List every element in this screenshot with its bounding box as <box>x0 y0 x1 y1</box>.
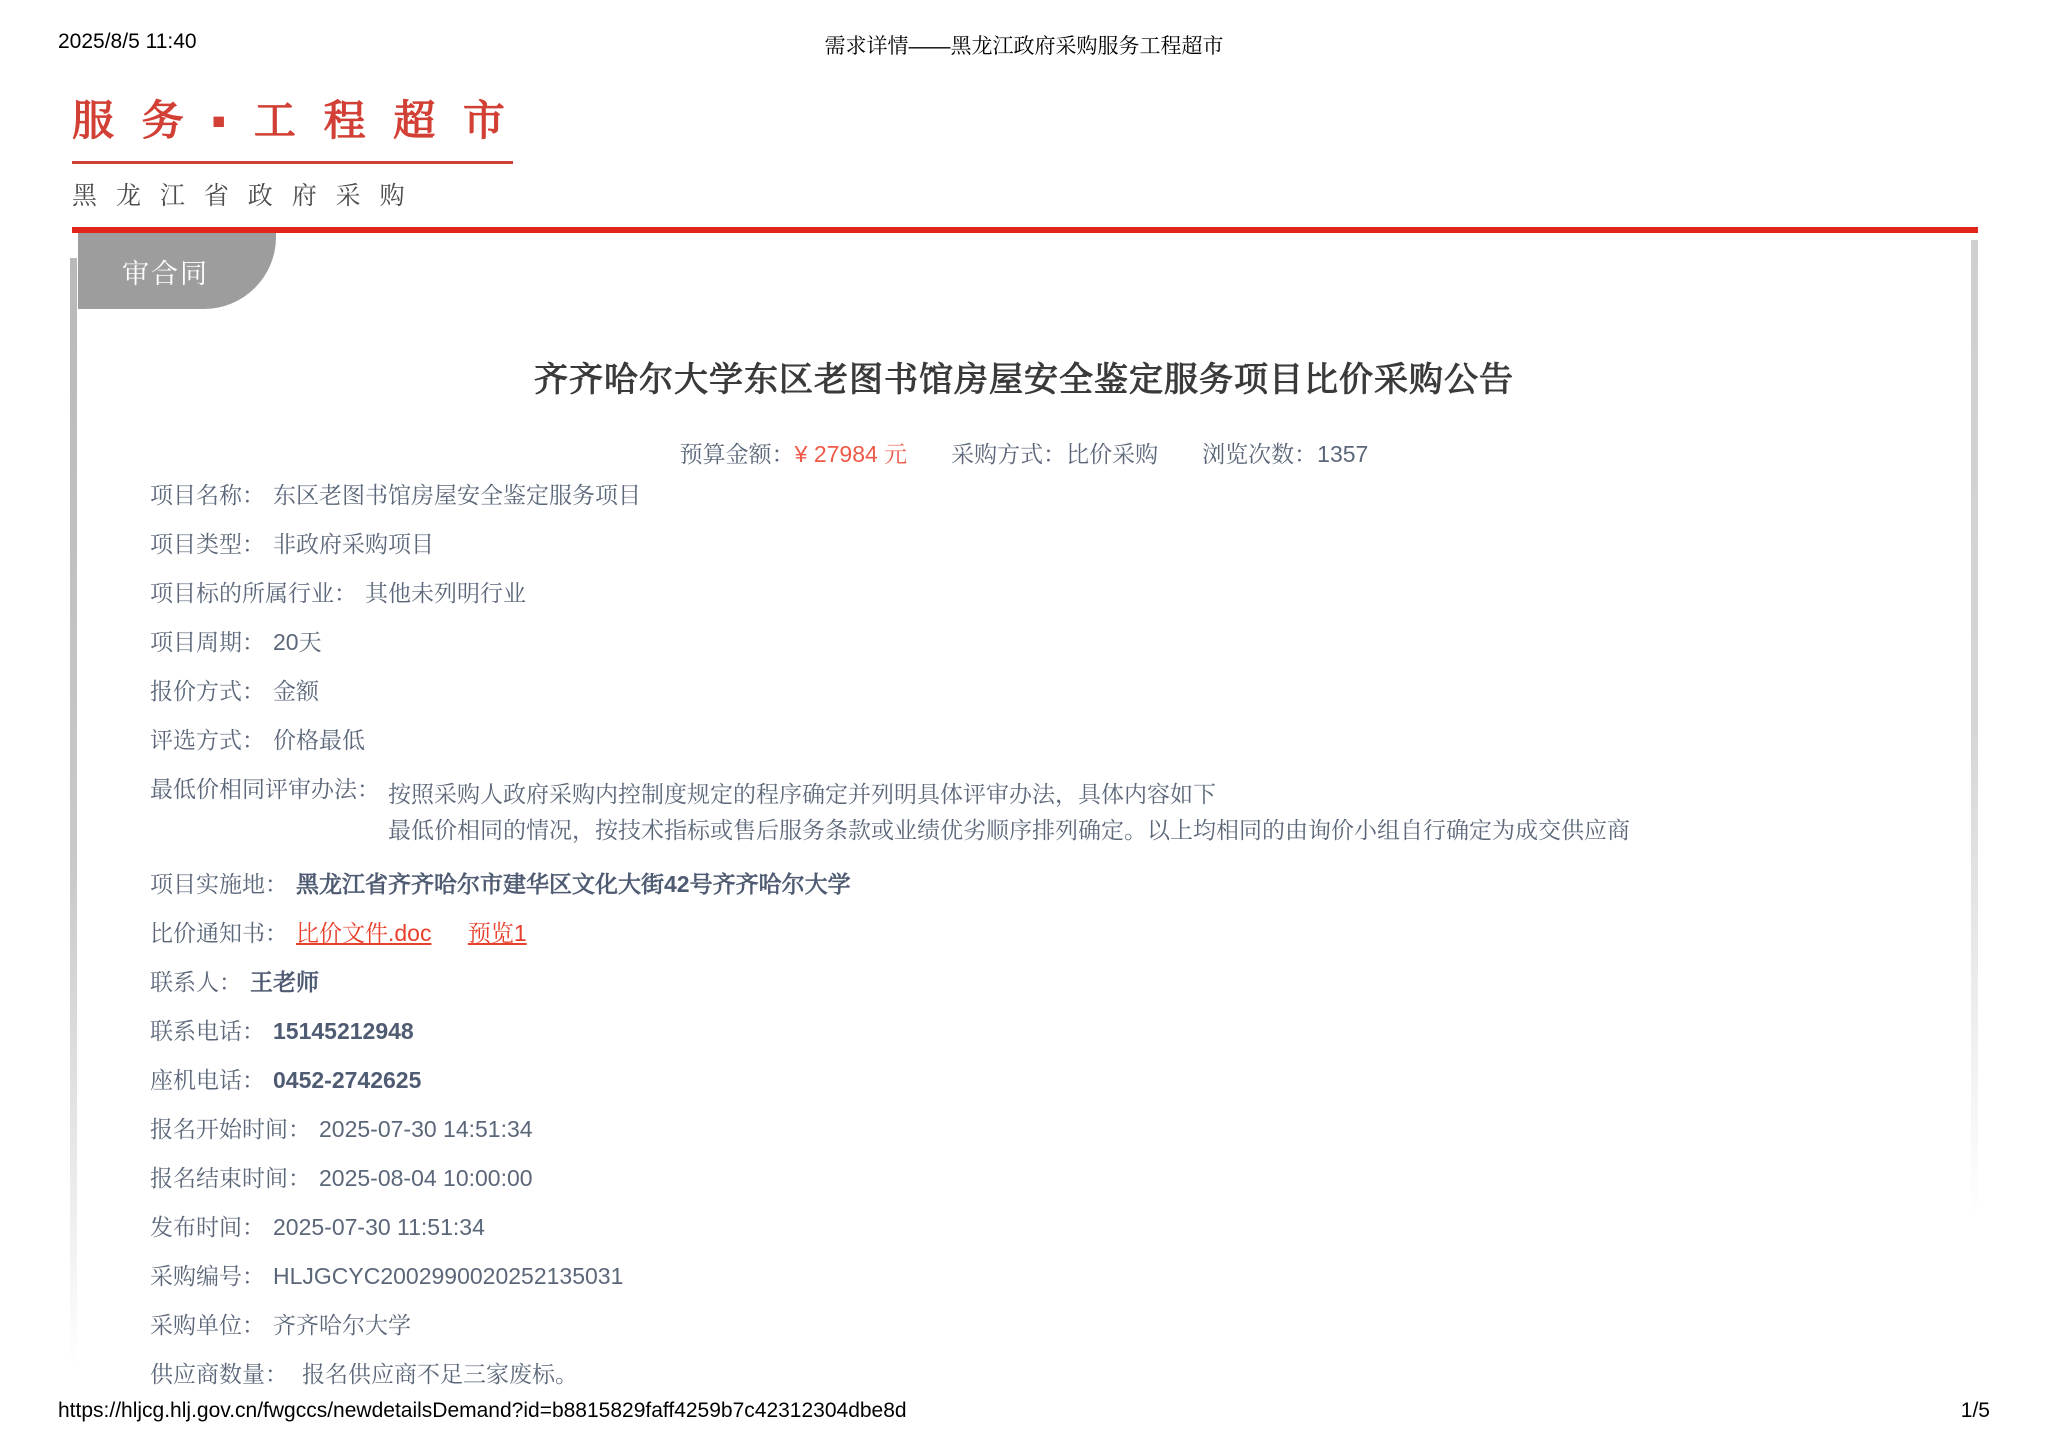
purchase-method-group <box>951 436 1158 469</box>
print-page-title: 需求详情——黑龙江政府采购服务工程超市 <box>824 35 1224 58</box>
field-value <box>388 776 1630 848</box>
field-row-tie-break <box>150 776 1948 848</box>
field-value: 价格最低 <box>273 727 365 753</box>
field-value: 2025-08-04 10:00:00 <box>319 1165 533 1191</box>
logo-subtitle: 黑 龙 江 省 政 府 采 购 <box>72 182 411 210</box>
field-label: 报名开始时间： <box>150 1116 311 1142</box>
field-row-contact <box>150 969 1948 995</box>
announcement-summary <box>0 436 2048 469</box>
field-row-location <box>150 871 1948 897</box>
tie-break-line1: 按照采购人政府采购内控制度规定的程序确定并列明具体评审办法，具体内容如下 <box>388 781 1216 807</box>
field-value: 0452-2742625 <box>273 1067 422 1093</box>
field-label: 项目周期： <box>150 629 265 655</box>
field-value: 非政府采购项目 <box>273 531 434 557</box>
announcement-title: 齐齐哈尔大学东区老图书馆房屋安全鉴定服务项目比价采购公告 <box>534 361 1514 399</box>
field-value: 2025-07-30 11:51:34 <box>273 1214 485 1240</box>
field-value: 黑龙江省齐齐哈尔市建华区文化大街42号齐齐哈尔大学 <box>296 871 851 897</box>
field-value: 其他未列明行业 <box>365 580 526 606</box>
field-value: 报名供应商不足三家废标。 <box>302 1361 578 1387</box>
field-row-landline <box>150 1067 1948 1093</box>
budget-value: ¥ 27984 元 <box>794 441 908 467</box>
field-value: 齐齐哈尔大学 <box>273 1312 411 1338</box>
print-datetime: 2025/8/5 11:40 <box>58 30 197 53</box>
view-count-label: 浏览次数： <box>1202 441 1318 467</box>
field-label: 报价方式： <box>150 678 265 704</box>
field-row-signup-end <box>150 1165 1948 1191</box>
field-row-notice <box>150 920 1948 946</box>
field-label: 座机电话： <box>150 1067 265 1093</box>
purchase-method-label: 采购方式： <box>951 441 1067 467</box>
field-label: 项目名称： <box>150 482 265 508</box>
field-row-publish-time <box>150 1214 1948 1240</box>
red-divider <box>72 227 1978 233</box>
field-row-quote-method <box>150 678 1948 704</box>
detail-fields <box>150 482 1948 1410</box>
logo-title: 服 务 ▪ 工 程 超 市 <box>72 88 513 164</box>
field-row-duration <box>150 629 1948 655</box>
field-row-selection-method <box>150 727 1948 753</box>
field-row-purchase-no <box>150 1263 1948 1289</box>
field-label: 采购单位： <box>150 1312 265 1338</box>
footer-url: https://hljcg.hlj.gov.cn/fwgccs/newdetailsDemand?id=b8815829faff4259b7c42312304dbe8d <box>58 1399 907 1422</box>
field-label: 项目标的所属行业： <box>150 580 357 606</box>
contract-status-tab: 审合同 <box>78 233 276 309</box>
budget-group <box>680 436 908 469</box>
field-value: 2025-07-30 14:51:34 <box>319 1116 533 1142</box>
page-indicator: 1/5 <box>1960 1399 1990 1422</box>
view-count-value: 1357 <box>1317 441 1369 467</box>
purchase-method-value: 比价采购 <box>1066 441 1159 467</box>
field-label: 最低价相同评审办法： <box>150 776 380 802</box>
field-label: 采购编号： <box>150 1263 265 1289</box>
field-row-project-name <box>150 482 1948 508</box>
field-row-purchaser <box>150 1312 1948 1338</box>
field-row-signup-start <box>150 1116 1948 1142</box>
field-row-industry <box>150 580 1948 606</box>
field-label: 项目实施地： <box>150 871 288 897</box>
card-left-edge <box>70 258 77 1368</box>
field-row-supplier-count <box>150 1361 1948 1387</box>
field-label: 项目类型： <box>150 531 265 557</box>
field-value: 金额 <box>273 678 319 704</box>
field-value: 王老师 <box>250 969 319 995</box>
field-row-project-type <box>150 531 1948 557</box>
field-label: 报名结束时间： <box>150 1165 311 1191</box>
field-label: 联系人： <box>150 969 242 995</box>
tie-break-line2: 最低价相同的情况，按技术指标或售后服务条款或业绩优劣顺序排列确定。以上均相同的由询价小组自行确定为成交供应商 <box>388 817 1630 843</box>
site-logo <box>72 88 513 212</box>
field-row-phone <box>150 1018 1948 1044</box>
field-label: 发布时间： <box>150 1214 265 1240</box>
preview-link[interactable]: 预览1 <box>467 920 527 946</box>
field-label: 比价通知书： <box>150 920 288 946</box>
field-value: HLJGCYC2002990020252135031 <box>273 1263 624 1289</box>
field-value: 20天 <box>273 629 322 655</box>
view-count-group <box>1202 436 1368 469</box>
field-value: 东区老图书馆房屋安全鉴定服务项目 <box>273 482 641 508</box>
bid-document-link[interactable]: 比价文件.doc <box>296 920 432 946</box>
budget-label: 预算金额： <box>679 441 795 467</box>
field-label: 联系电话： <box>150 1018 265 1044</box>
field-label: 评选方式： <box>150 727 265 753</box>
field-value: 15145212948 <box>273 1018 414 1044</box>
field-label: 供应商数量： <box>150 1361 288 1387</box>
